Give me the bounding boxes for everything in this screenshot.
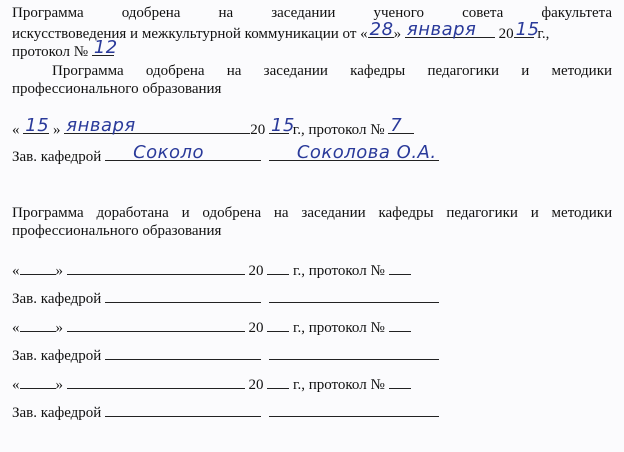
close-quote: » — [53, 122, 61, 138]
day-blank — [20, 260, 56, 275]
year-prefix: 20 — [248, 320, 264, 336]
word: и — [521, 63, 530, 79]
word: одобрена — [145, 63, 205, 79]
open-quote: « — [12, 122, 20, 138]
close-quote: » — [55, 320, 63, 336]
revision-head-line — [12, 288, 439, 308]
revision-line1 — [12, 204, 612, 222]
head-label: Зав. кафедрой — [12, 149, 102, 165]
word: методики — [551, 205, 613, 221]
name-blank — [269, 345, 439, 360]
revision-date-line — [12, 374, 411, 394]
protocol-blank — [389, 260, 411, 275]
word: одобрена — [121, 5, 181, 21]
word: доработана — [96, 205, 169, 221]
word: совета — [462, 5, 504, 21]
month-field — [64, 115, 250, 136]
word: кафедры — [378, 205, 434, 221]
name-blank — [269, 402, 439, 417]
day-field — [23, 115, 50, 136]
open-quote: « — [12, 263, 20, 279]
protocol-label: г., протокол № — [292, 122, 385, 138]
protocol-handwritten: 12 — [93, 37, 118, 58]
protocol-blank — [389, 374, 411, 389]
year-field — [514, 19, 540, 40]
protocol-blank — [389, 317, 411, 332]
word: педагогики — [446, 205, 518, 221]
day-blank — [20, 317, 56, 332]
year-prefix: 20 — [498, 26, 514, 42]
year-handwritten: 15 — [515, 19, 540, 40]
word: Программа — [12, 5, 84, 21]
month-blank — [67, 374, 245, 389]
year-prefix: 20 — [250, 122, 266, 138]
day-handwritten: 15 — [25, 115, 50, 136]
protocol-label: г., протокол № — [293, 377, 385, 393]
revision-line2: профессионального образования — [12, 223, 222, 239]
approval2-line1 — [52, 62, 612, 80]
revision-date-line — [12, 260, 411, 280]
year-handwritten: 15 — [271, 115, 295, 136]
month-handwritten: января — [66, 115, 136, 136]
head-label: Зав. кафедрой — [12, 405, 102, 421]
word: заседании — [301, 205, 366, 221]
close-quote: » — [55, 377, 63, 393]
word: кафедры — [350, 63, 406, 79]
month-handwritten: января — [406, 19, 477, 40]
word: и — [181, 205, 190, 221]
word: одобрена — [202, 205, 262, 221]
year-blank — [267, 260, 289, 275]
word: на — [218, 5, 234, 21]
approval1-line3 — [12, 37, 118, 61]
word: методики — [551, 63, 613, 79]
name-handwritten: Соколова О.А. — [296, 142, 437, 163]
month-field — [405, 19, 495, 40]
protocol-field — [388, 115, 414, 136]
word: заседании — [263, 63, 328, 79]
year-blank — [267, 374, 289, 389]
day-handwritten: 28 — [369, 19, 394, 40]
open-quote: « — [12, 320, 20, 336]
day-field — [368, 19, 394, 40]
signature-field — [105, 142, 261, 163]
approval2-line2: профессионального образования — [12, 81, 222, 97]
signature-blank — [105, 402, 261, 417]
month-blank — [67, 317, 245, 332]
protocol-label: г., протокол № — [293, 263, 385, 279]
close-quote: » — [55, 263, 63, 279]
revision-head-line — [12, 402, 439, 422]
signature-blank — [105, 288, 261, 303]
word: и — [530, 205, 539, 221]
signature-blank — [105, 345, 261, 360]
word: Программа — [12, 205, 84, 221]
revision-head-line — [12, 345, 439, 365]
year-suffix: г., — [537, 26, 550, 42]
name-blank — [269, 288, 439, 303]
word: заседании — [271, 5, 336, 21]
word: на — [226, 63, 242, 79]
close-quote: » — [393, 26, 402, 42]
word: на — [273, 205, 289, 221]
year-prefix: 20 — [248, 263, 264, 279]
word: ученого — [373, 5, 425, 21]
approval2-date-line — [12, 115, 414, 139]
open-quote: « — [12, 377, 20, 393]
year-prefix: 20 — [248, 377, 264, 393]
year-field — [269, 115, 295, 136]
word: Программа — [52, 63, 124, 79]
head-label: Зав. кафедрой — [12, 291, 102, 307]
protocol-label: г., протокол № — [293, 320, 385, 336]
name-field — [269, 142, 439, 163]
revision-date-line — [12, 317, 411, 337]
protocol-handwritten: 7 — [390, 115, 403, 136]
word: факультета — [541, 5, 613, 21]
signature-handwritten: Соколо — [133, 142, 205, 163]
head-label: Зав. кафедрой — [12, 348, 102, 364]
month-blank — [67, 260, 245, 275]
day-blank — [20, 374, 56, 389]
council-text: искусствоведения и межкультурной коммуникации от « — [12, 26, 368, 42]
protocol-field — [92, 37, 118, 58]
word: педагогики — [427, 63, 500, 79]
approval2-head-line — [12, 142, 439, 166]
protocol-label: протокол № — [12, 44, 89, 60]
year-blank — [267, 317, 289, 332]
